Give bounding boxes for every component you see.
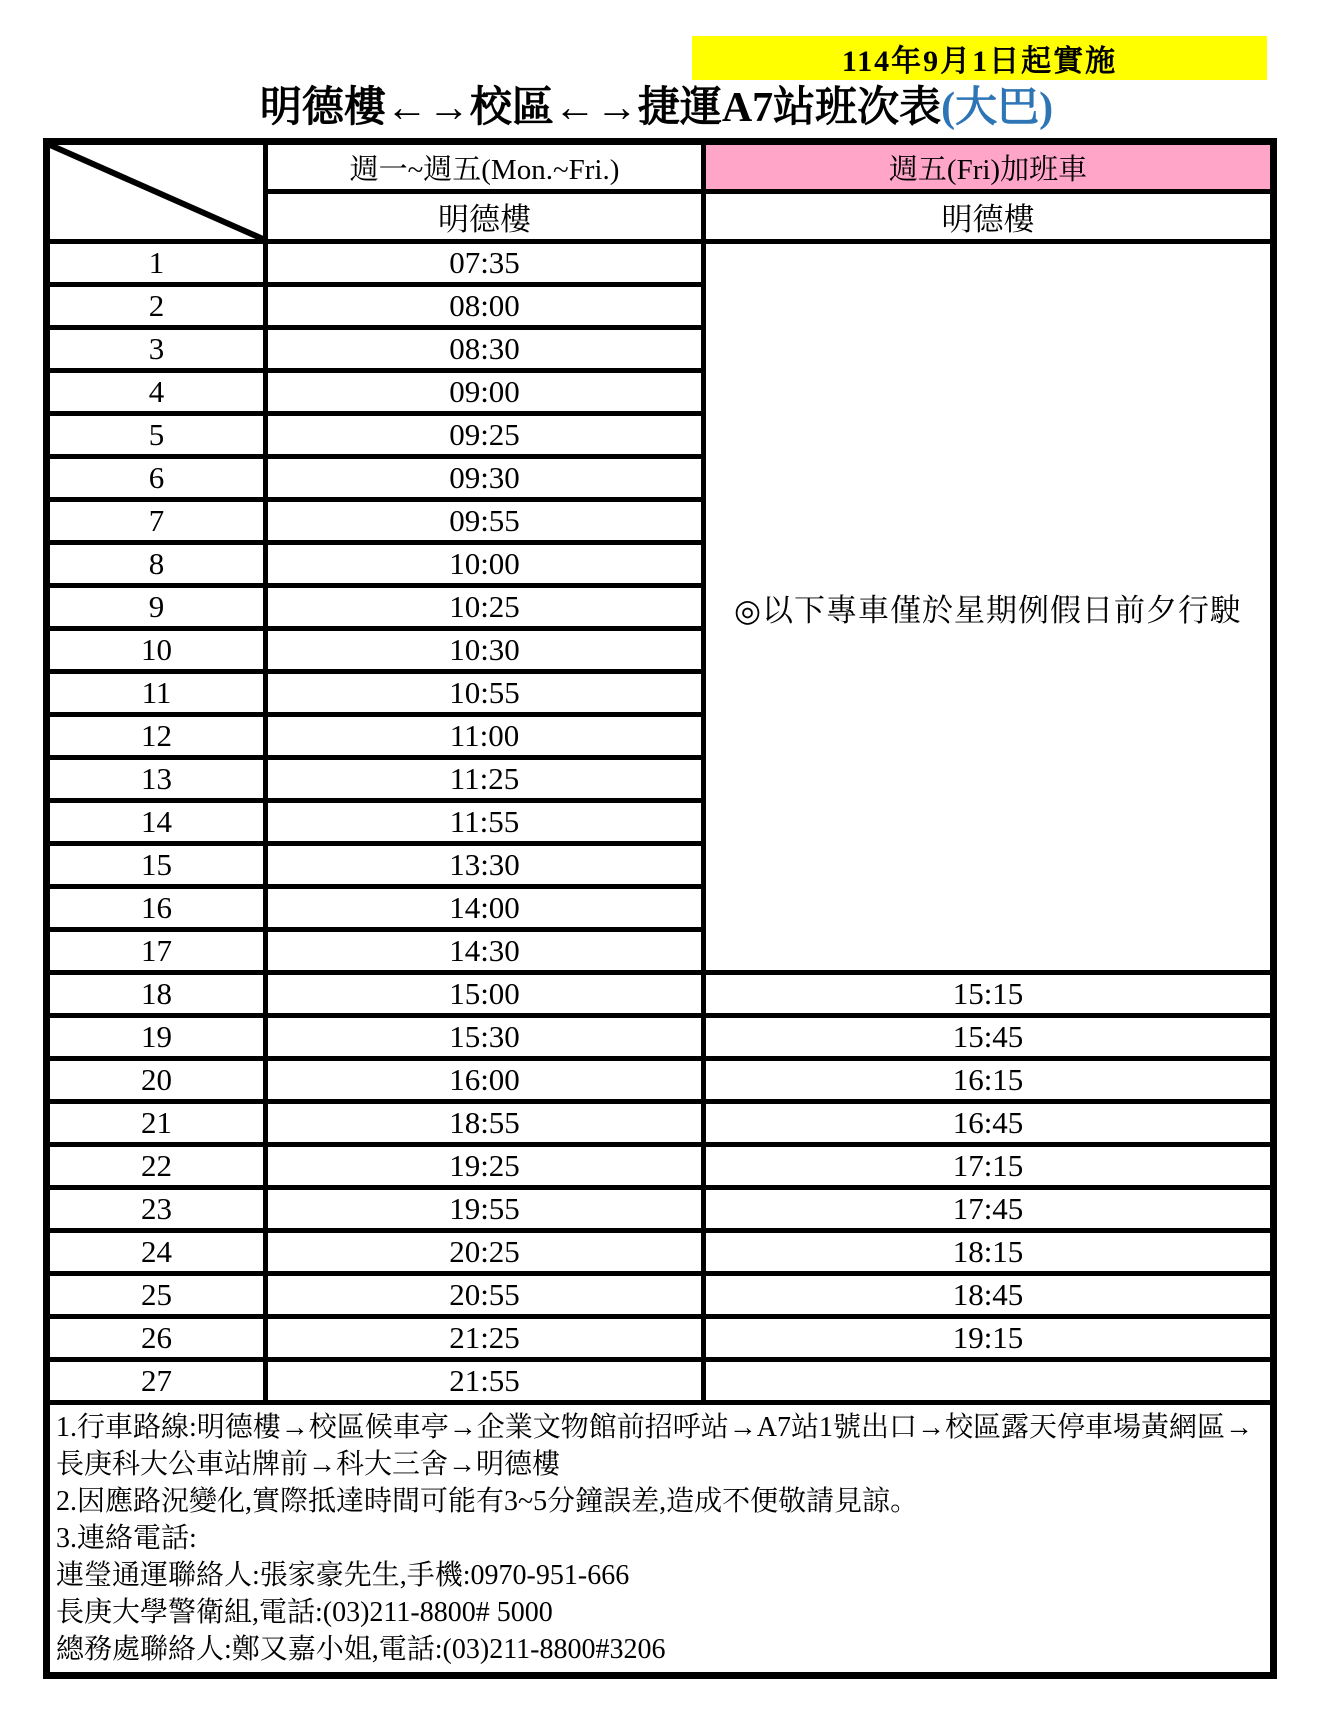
weekday-time-cell: 20:25 xyxy=(266,1231,704,1274)
footer-notes-cell xyxy=(47,1403,1274,1676)
row-number-cell: 4 xyxy=(47,371,266,414)
weekday-time-cell: 08:00 xyxy=(266,285,704,328)
table-row xyxy=(47,1145,1274,1188)
weekday-column-header: 週一~週五(Mon.~Fri.) xyxy=(266,142,704,192)
table-row xyxy=(47,1317,1274,1360)
table-row xyxy=(47,1360,1274,1403)
row-number-cell: 15 xyxy=(47,844,266,887)
table-row xyxy=(47,1188,1274,1231)
weekday-time-cell: 10:30 xyxy=(266,629,704,672)
weekday-time-cell: 21:55 xyxy=(266,1360,704,1403)
friday-stop-header: 明德樓 xyxy=(704,192,1274,242)
weekday-time-cell: 20:55 xyxy=(266,1274,704,1317)
note-line: 2.因應路況變化,實際抵達時間可能有3~5分鐘誤差,造成不便敬請見諒。 xyxy=(56,1486,919,1517)
weekday-time-cell: 11:55 xyxy=(266,801,704,844)
note-line: 連瑩通運聯絡人:張家豪先生,手機:0970-951-666 xyxy=(56,1560,630,1591)
friday-time-cell: 18:45 xyxy=(704,1274,1274,1317)
weekday-time-cell: 14:30 xyxy=(266,930,704,973)
row-number-cell: 22 xyxy=(47,1145,266,1188)
weekday-time-cell: 07:35 xyxy=(266,242,704,285)
row-number-cell: 27 xyxy=(47,1360,266,1403)
weekday-time-cell: 11:25 xyxy=(266,758,704,801)
row-number-cell: 5 xyxy=(47,414,266,457)
timetable-body xyxy=(47,242,1274,1403)
row-number-cell: 1 xyxy=(47,242,266,285)
row-number-cell: 2 xyxy=(47,285,266,328)
row-number-cell: 20 xyxy=(47,1059,266,1102)
weekday-time-cell: 15:30 xyxy=(266,1016,704,1059)
diagonal-header-cell xyxy=(47,142,266,242)
weekday-time-cell: 18:55 xyxy=(266,1102,704,1145)
weekday-time-cell: 13:30 xyxy=(266,844,704,887)
row-number-cell: 26 xyxy=(47,1317,266,1360)
weekday-time-cell: 19:25 xyxy=(266,1145,704,1188)
note-line: 1.行車路線:明德樓→校區候車亭→企業文物館前招呼站→A7站1號出口→校區露天停車場黃網區→ xyxy=(56,1412,1254,1443)
effective-date-banner: 114年9月1日起實施 xyxy=(692,36,1267,80)
notes-row xyxy=(47,1403,1274,1676)
page-title xyxy=(43,74,1270,134)
row-number-cell: 9 xyxy=(47,586,266,629)
table-row xyxy=(47,242,1274,285)
row-number-cell: 13 xyxy=(47,758,266,801)
note-line: 長庚大學警衛組,電話:(03)211-8800# 5000 xyxy=(56,1597,553,1628)
diagonal-line-icon xyxy=(50,145,263,239)
weekday-time-cell: 09:30 xyxy=(266,457,704,500)
title-bus-type-text: (大巴) xyxy=(941,85,1054,131)
weekday-time-cell: 10:55 xyxy=(266,672,704,715)
row-number-cell: 21 xyxy=(47,1102,266,1145)
weekday-time-cell: 10:25 xyxy=(266,586,704,629)
table-row xyxy=(47,1016,1274,1059)
header-row-day-labels xyxy=(47,142,1274,192)
row-number-cell: 18 xyxy=(47,973,266,1016)
row-number-cell: 7 xyxy=(47,500,266,543)
weekday-time-cell: 14:00 xyxy=(266,887,704,930)
note-line: 總務處聯絡人:鄭又嘉小姐,電話:(03)211-8800#3206 xyxy=(56,1634,666,1665)
row-number-cell: 12 xyxy=(47,715,266,758)
weekday-time-cell: 09:55 xyxy=(266,500,704,543)
weekday-time-cell: 09:00 xyxy=(266,371,704,414)
weekday-time-cell: 11:00 xyxy=(266,715,704,758)
friday-time-cell: 17:45 xyxy=(704,1188,1274,1231)
weekday-time-cell: 16:00 xyxy=(266,1059,704,1102)
table-row xyxy=(47,1231,1274,1274)
bus-timetable xyxy=(43,138,1277,1679)
friday-merged-note-cell: ◎以下專車僅於星期例假日前夕行駛 xyxy=(704,242,1274,973)
friday-time-cell: 17:15 xyxy=(704,1145,1274,1188)
weekday-time-cell: 15:00 xyxy=(266,973,704,1016)
row-number-cell: 19 xyxy=(47,1016,266,1059)
row-number-cell: 8 xyxy=(47,543,266,586)
weekday-time-cell: 19:55 xyxy=(266,1188,704,1231)
friday-extra-column-header: 週五(Fri)加班車 xyxy=(704,142,1274,192)
friday-time-cell: 15:45 xyxy=(704,1016,1274,1059)
row-number-cell: 16 xyxy=(47,887,266,930)
row-number-cell: 3 xyxy=(47,328,266,371)
row-number-cell: 24 xyxy=(47,1231,266,1274)
table-row xyxy=(47,1059,1274,1102)
table-row xyxy=(47,973,1274,1016)
title-main-text: 明德樓←→校區←→捷運A7站班次表 xyxy=(259,85,942,131)
weekday-stop-header: 明德樓 xyxy=(266,192,704,242)
note-line: 長庚科大公車站牌前→科大三舍→明德樓 xyxy=(56,1449,561,1480)
weekday-time-cell: 09:25 xyxy=(266,414,704,457)
friday-time-cell: 16:15 xyxy=(704,1059,1274,1102)
table-row xyxy=(47,1274,1274,1317)
friday-time-cell: 18:15 xyxy=(704,1231,1274,1274)
friday-time-cell: 19:15 xyxy=(704,1317,1274,1360)
weekday-time-cell: 10:00 xyxy=(266,543,704,586)
table-row xyxy=(47,1102,1274,1145)
note-line: 3.連絡電話: xyxy=(56,1523,197,1554)
friday-time-cell: 16:45 xyxy=(704,1102,1274,1145)
row-number-cell: 14 xyxy=(47,801,266,844)
row-number-cell: 6 xyxy=(47,457,266,500)
row-number-cell: 25 xyxy=(47,1274,266,1317)
friday-time-cell xyxy=(704,1360,1274,1403)
friday-time-cell: 15:15 xyxy=(704,973,1274,1016)
row-number-cell: 17 xyxy=(47,930,266,973)
weekday-time-cell: 21:25 xyxy=(266,1317,704,1360)
weekday-time-cell: 08:30 xyxy=(266,328,704,371)
row-number-cell: 23 xyxy=(47,1188,266,1231)
row-number-cell: 11 xyxy=(47,672,266,715)
row-number-cell: 10 xyxy=(47,629,266,672)
